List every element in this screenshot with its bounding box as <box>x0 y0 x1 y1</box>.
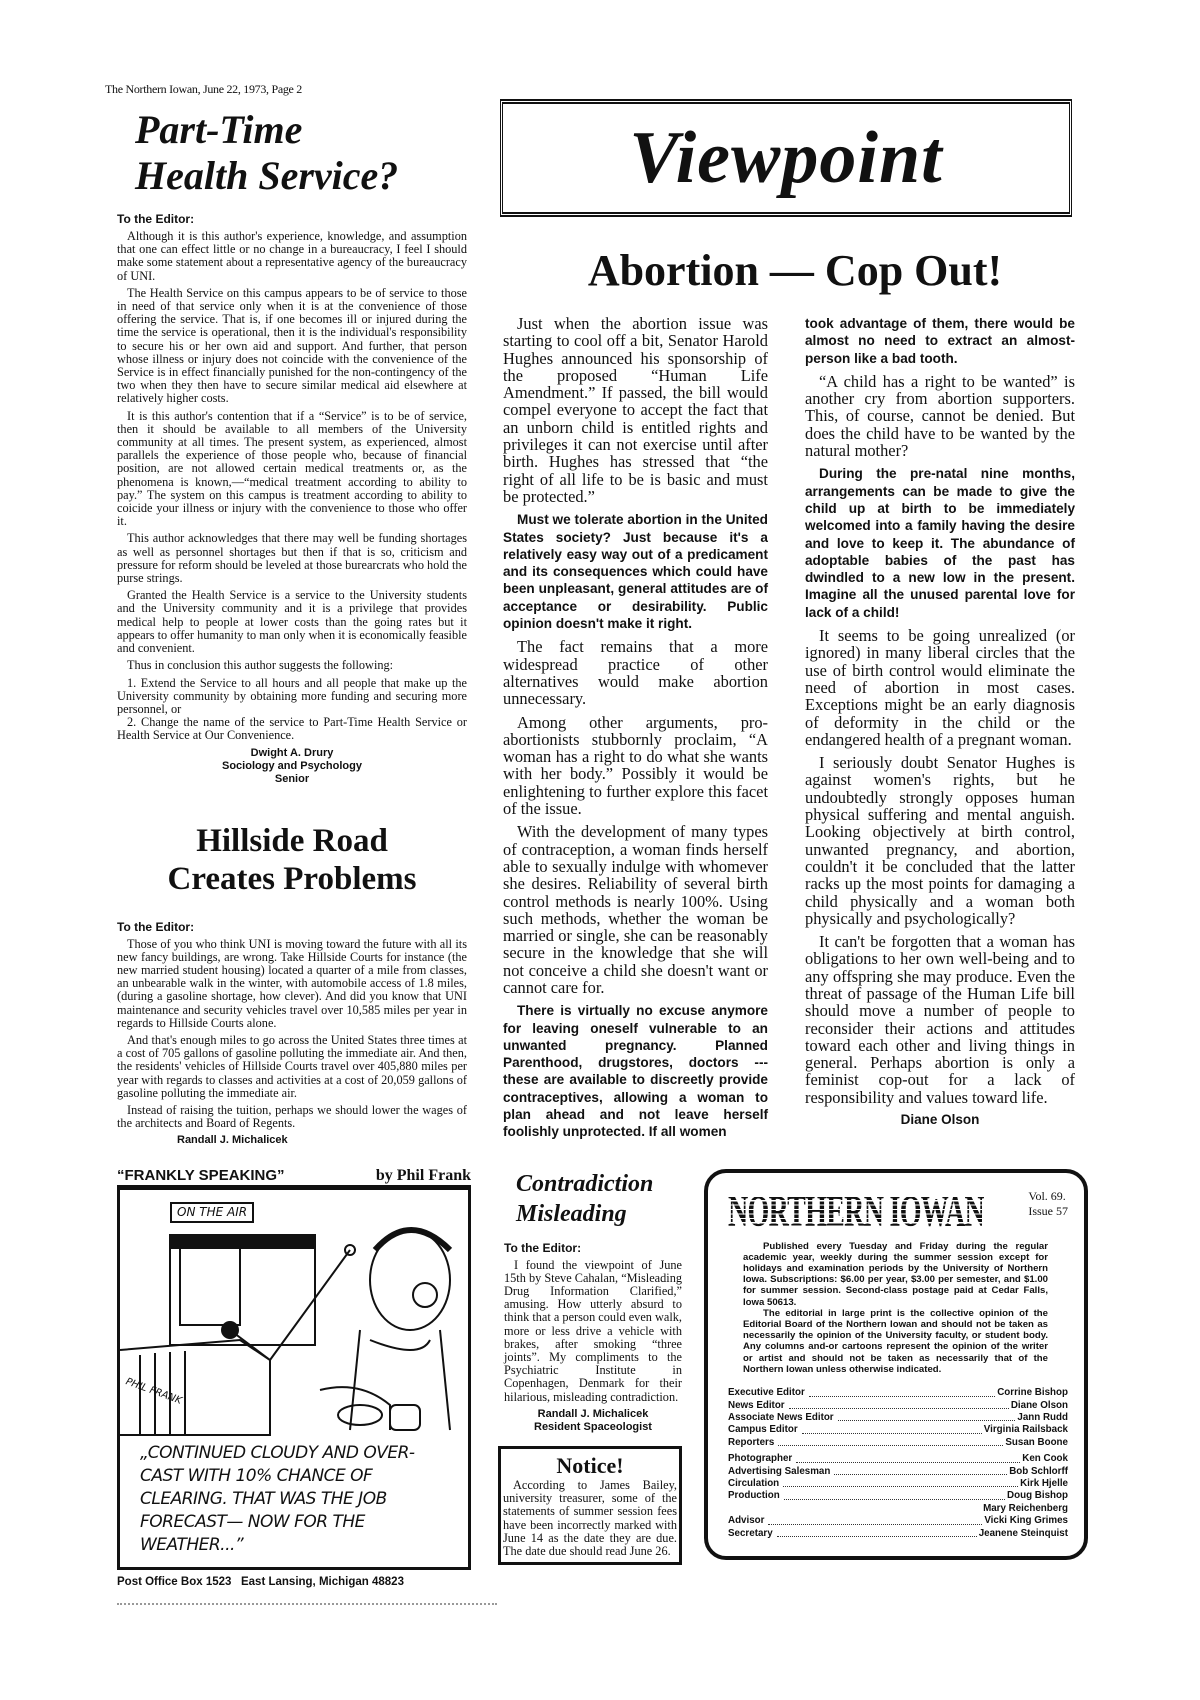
on-the-air-sign: ON THE AIR <box>170 1202 254 1223</box>
salutation: To the Editor: <box>117 212 195 226</box>
name: Ken Cook <box>1022 1453 1068 1465</box>
staff-row <box>728 1424 1068 1436</box>
role: Associate News Editor <box>728 1411 834 1423</box>
issue: Issue 57 <box>1028 1203 1068 1218</box>
signature-name: Randall J. Michalicek <box>537 1407 649 1420</box>
staff-row <box>728 1515 1068 1527</box>
signature: Randall J. Michalicek <box>177 1134 288 1147</box>
signature-name: Dwight A. Drury <box>250 746 334 759</box>
right-area <box>500 99 1088 1565</box>
name: Bob Schlorff <box>1009 1465 1068 1477</box>
masthead-description <box>743 1241 1048 1375</box>
role: Executive Editor <box>728 1387 805 1399</box>
staff-row <box>728 1503 1068 1515</box>
staff-row <box>728 1387 1068 1399</box>
staff-list <box>728 1387 1068 1540</box>
letter-body <box>117 230 467 743</box>
paragraph: Although it is this author's experience, knowledge, and assumption that one can effect little or no change in a bureaucracy, I feel I should make some statement about a representative agency of the bureaucracy of UNI. <box>117 229 467 283</box>
paragraph: Granted the Health Service is a service to the University students and the University community and it is a privilege that provides medical help to people at lower costs than the going rates but it appears to offer humanity to man only when it is economically feasible and convenient. <box>117 588 467 656</box>
title-line: Part-Time <box>135 107 303 152</box>
hillside-title <box>117 822 467 898</box>
editorial-disclaimer: The editorial in large print is the collective opinion of the Editorial Board of the Northern Iowan and should not be taken as necessarily the opinion of the University faculty, or student body. Any columns and-or cartoons represent the opinion of the writer or artist and should not be taken as necessarily that of the Northern Iowan unless otherwise indicated. <box>743 1307 1048 1375</box>
paragraph: Thus in conclusion this author suggests the following: <box>127 658 394 673</box>
signature <box>504 1408 682 1434</box>
name: Doug Bishop <box>1007 1490 1068 1502</box>
page-folio: The Northern Iowan, June 22, 1973, Page 2 <box>105 82 302 96</box>
paragraph: It seems to be going unrealized (or ignored) in many liberal circles that the use of birth control would eliminate the need of abortion in most cases. Exceptions might be an early diagnosis of deformity in the child or the endangered health of a pregnant woman. <box>805 626 1075 749</box>
staff-row <box>728 1453 1068 1465</box>
paragraph: Those of you who think UNI is moving toward the future with all its new fancy buildings, are wrong. Take Hillside Courts for instance (the new married student housing) located a quarter of a mile from classes, an unbearable walk in the winter, with automobile access of 1.8 miles, (during a gasoline shortage, how clever). And did you know that UNI maintenance and security vehicles travel over 10,585 miles per year in regards to Hillside Courts alone. <box>117 936 467 1030</box>
salutation: To the Editor: <box>504 1240 582 1255</box>
role: Reporters <box>728 1436 775 1448</box>
editorial-signature: Diane Olson <box>900 1112 980 1128</box>
cartoon-header <box>117 1167 471 1185</box>
name: Diane Olson <box>1010 1399 1068 1411</box>
cartoon-panel <box>117 1185 471 1570</box>
paragraph: And that's enough miles to go across the United States three times at a cost of 705 gallons of gasoline polluting the immediate air. And then, the residents' vehicles of Hillside Courts travel over 405,880 miles per year with regards to classes and activities at a cost of 20,059 gallons of gasoline polluting the immediate air. <box>117 1032 467 1100</box>
name: Kirk Hjelle <box>1020 1477 1068 1489</box>
cartoon-caption: „CONTINUED CLOUDY AND OVER-CAST WITH 10% CHANCE OF CLEARING. THAT WAS THE JOB FORECAST— NOW FOR THE WEATHER...” <box>140 1443 415 1556</box>
name: Jeanene Steinquist <box>978 1527 1068 1539</box>
title-line: Contradiction <box>516 1170 654 1197</box>
signature <box>117 747 467 786</box>
title-line: Creates Problems <box>167 860 417 897</box>
role: Production <box>728 1490 780 1502</box>
staff-row <box>728 1466 1068 1478</box>
editorial-columns <box>500 315 1088 1147</box>
paragraph: This author acknowledges that there may well be funding shortages as well as personnel shortages but then if that is so, criticism and pressure for reform should be leveled at those burearcrats who hold the purse strings. <box>117 531 467 586</box>
role: Circulation <box>728 1477 780 1489</box>
masthead-logo-wrap <box>728 1187 990 1235</box>
volume: Vol. 69. <box>1028 1188 1066 1203</box>
title-line: Health Service? <box>135 153 399 198</box>
paragraph: Just when the abortion issue was starting to cool off a bit, Senator Harold Hughes announced his sponsorship of the proposed “Human Life Amendment.” If passed, the bill would compel everyone to accept the fact that an unborn child is entitled rights and privileges it can not exercise until after birth. Hughes has stressed that “the right of all life to be is basic and must be protected.” <box>503 314 768 506</box>
signature-dept: Sociology and Psychology <box>222 759 362 772</box>
paragraph: The Health Service on this campus appears to be of service to those in need of that service only when it is at the convenience of those offering the service. That is, if one becomes ill or injured during the time the service is operational, then it is the individual's responsibility to secure his or her own aid and support. And further, that person whose illness or injury does not coincide with the convenience of the Service is in effect financially punished for the non-contingency of the two when they then have to secure similar medical aid elsewhere at relatively higher costs. <box>117 285 467 406</box>
staff-row <box>728 1490 1068 1502</box>
hillside-letter <box>117 822 467 1148</box>
paragraph: With the development of many types of contraception, a woman finds herself able to sexually indulge with whomever she desires. Reliability of several birth control methods is nearly 100%. Using such methods, whether the woman be married or single, she can be reasonably secure in the knowledge that she will not conceive a child she doesn't want or cannot care for. <box>503 822 768 997</box>
publication-info: Published every Tuesday and Friday during the regular academic year, weekly during the summer session except for holidays and examination periods by the University of Northern Iowa. Subscriptions: $6.00 per year, $3.00 per semester, and $1.00 for summer session. Second-class postage paid at Cedar Falls, Iowa 50613. <box>743 1240 1048 1308</box>
title-line: Misleading <box>516 1200 627 1227</box>
salutation: To the Editor: <box>117 919 195 934</box>
masthead-top <box>728 1187 1068 1235</box>
masthead-logo: NORTHERN IOWAN <box>728 1185 985 1236</box>
divider <box>117 1603 497 1605</box>
editorial-column-1 <box>503 315 768 1147</box>
cartoon-title: “FRANKLY SPEAKING” <box>117 1167 285 1185</box>
bold-paragraph: Must we tolerate abortion in the United States society? Just because it's a relatively easy way out of a predicament and its consequences which could have been unpleasant, general attitudes are of acceptance or desirability. Public opinion doesn't make it right. <box>503 512 768 632</box>
masthead-box <box>704 1169 1088 1560</box>
contradiction-letter <box>504 1169 682 1434</box>
bold-paragraph: took advantage of them, there would be almost no need to extract an almost-person like a bad tooth. <box>805 316 1075 366</box>
volume-issue <box>1028 1189 1068 1219</box>
editorial-headline: Abortion — Cop Out! <box>587 246 1003 295</box>
role: Secretary <box>728 1527 773 1539</box>
notice-body: According to James Bailey, university treasurer, some of the statements of summer session fees have been incorrectly marked with June 14 as the date they are due. The date due should read June 26. <box>503 1477 677 1558</box>
paragraph: 2. Change the name of the service to Part-Time Health Service or Health Service at Our Convenience. <box>117 715 467 743</box>
paragraph: It is this author's contention that if a “Service” is to be of service, then it should be available to all members of the University community at all times. The present system, as experienced, almost parallels the experience of those people who, because of financial position, are not allowed certain medical treatments or, as the phenomena is known,—“medical treatment according to ability to pay.” The system on this campus is treatment according to ability to coicide your illness or injury with the convenience to those who offer it. <box>117 408 467 529</box>
left-column <box>117 107 471 1605</box>
role: Advertising Salesman <box>728 1465 831 1477</box>
role: Campus Editor <box>728 1424 798 1436</box>
role: Advisor <box>728 1515 765 1527</box>
paragraph: It can't be forgotten that a woman has obligations to her own well-being and to any offspring she may produce. Even the threat of passage of the Human Life bill should move a number of people to reconsider their actions and attitudes toward each other and living things in general. Perhaps abortion is only a feminist cop-out for a lack of responsibility and values toward life. <box>805 932 1075 1107</box>
health-service-title <box>117 108 467 198</box>
staff-row <box>728 1528 1068 1540</box>
paragraph: Instead of raising the tuition, perhaps we should lower the wages of the architects and Board of Regents. <box>117 1102 467 1131</box>
bottom-row <box>500 1169 1088 1565</box>
staff-row <box>728 1437 1068 1449</box>
paragraph: 1. Extend the Service to all hours and all people that make up the University community by obtaining more funding and securing more personnel, or <box>117 675 467 716</box>
letter-body <box>117 938 467 1131</box>
editorial-column-2 <box>805 315 1075 1128</box>
bold-paragraph: During the pre-natal nine months, arrangements can be made to give the child up at birth to be immediately welcomed into a family having the desire and love to keep it. The abundance of adoptable babies of the past has dwindled to a new low in the present. Imagine all the unused parental love for lack of a child! <box>805 466 1075 620</box>
notice-title: Notice! <box>556 1452 624 1478</box>
cartoon <box>117 1147 471 1605</box>
staff-row <box>728 1400 1068 1412</box>
cartoon-address: Post Office Box 1523 East Lansing, Michigan 48823 <box>117 1576 404 1589</box>
name: Susan Boone <box>1005 1436 1068 1448</box>
signature-title: Resident Spaceologist <box>534 1420 652 1433</box>
paragraph: The fact remains that a more widespread practice of other alternatives would make abortion unnecessary. <box>503 637 768 709</box>
name: Jann Rudd <box>1017 1411 1068 1423</box>
staff-row <box>728 1478 1068 1490</box>
artist-signature: PHIL FRANK <box>124 1376 184 1408</box>
viewpoint-banner <box>500 99 1072 217</box>
cartoon-art <box>120 1190 468 1442</box>
name: Corrine Bishop <box>997 1387 1068 1399</box>
name: Virginia Railsback <box>983 1424 1068 1436</box>
letter-body: I found the viewpoint of June 15th by Steve Cahalan, “Misleading Drug Information Clarified,” amusing. How utterly absurd to think that a person could even walk, more or less drive a vehicle with brakes, after smoking “three joints”. My compliments to the Psychiatric Institute in Copenhagen, Denmark for their hilarious, misleading contradiction. <box>504 1257 682 1404</box>
notice-box <box>498 1446 682 1565</box>
contradiction-column <box>504 1169 682 1565</box>
viewpoint-label: Viewpoint <box>629 117 943 199</box>
staff-row <box>728 1412 1068 1424</box>
signature-class: Senior <box>274 772 310 785</box>
paragraph: Among other arguments, pro-abortionists stubbornly proclaim, “A woman has a right to do what she wants with her body.” Possibly it would be enlightening to further explore this facet of the issue. <box>503 712 768 819</box>
bold-paragraph: There is virtually no excuse anymore for leaving oneself vulnerable to an unwanted pregnancy. Planned Parenthood, drugstores, doctors --- these are available to discreetly provide contraceptives, allowing a woman to plan ahead and not leave herself foolishly unprotected. If all women <box>503 1003 768 1140</box>
health-service-letter <box>117 108 467 786</box>
cartoon-byline: by Phil Frank <box>375 1167 471 1185</box>
paragraph: “A child has a right to be wanted” is another cry from abortion supporters. This, of course, cannot be denied. But does the child have to be wanted by the natural mother? <box>805 371 1075 461</box>
name: Vicki King Grimes <box>984 1515 1068 1527</box>
title-line: Hillside Road <box>196 822 388 859</box>
role: News Editor <box>728 1399 785 1411</box>
name: Mary Reichenberg <box>983 1502 1068 1514</box>
paragraph: I seriously doubt Senator Hughes is against women's rights, but he undoubtedly strongly opposes human physical suffering and mental anguish. Looking objectively at birth control, unwanted pregnancy, and abortion, couldn't it be concluded that the latter racks up the most points for damaging a child physically and a woman both physically and psychologically? <box>805 753 1075 928</box>
role: Photographer <box>728 1453 793 1465</box>
